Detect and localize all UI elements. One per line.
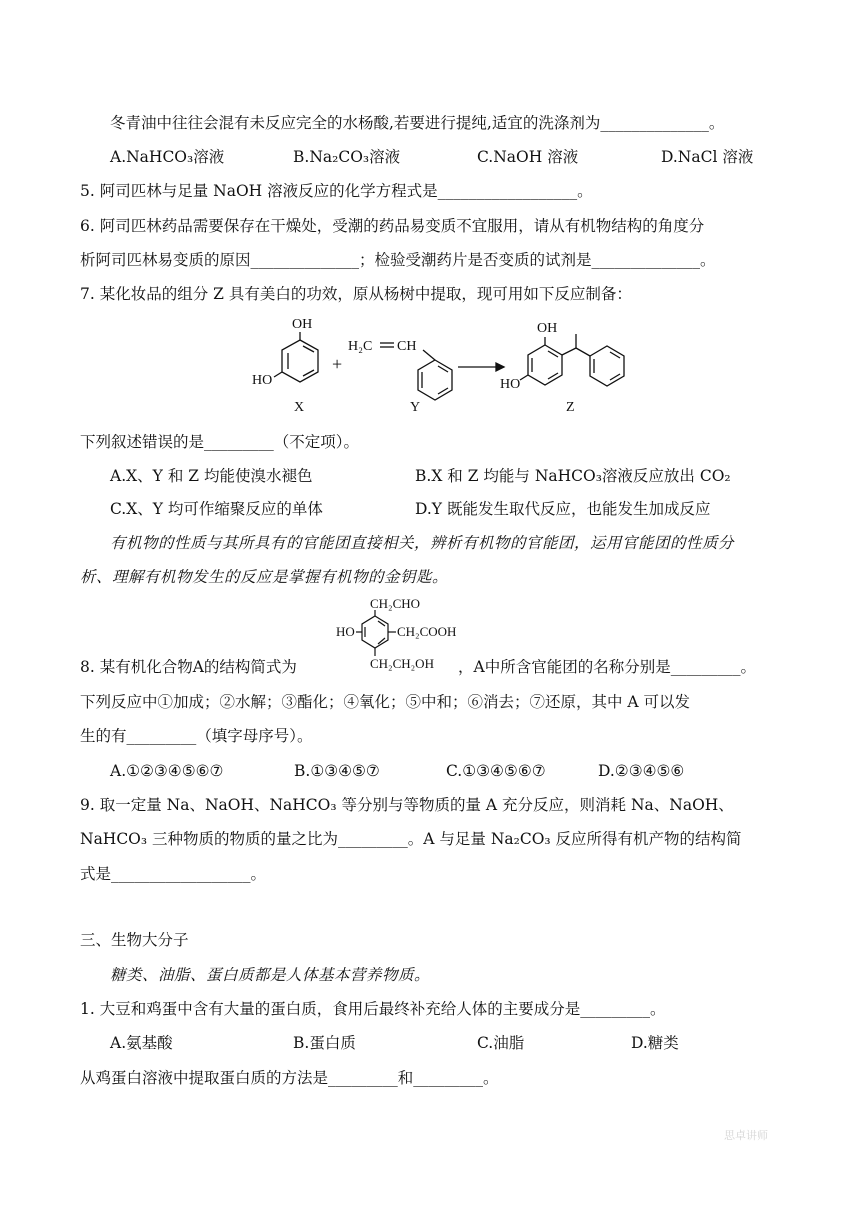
question-9-line-3: 式是__________________。 (80, 865, 267, 883)
question-5: 5. 阿司匹林与足量 NaOH 溶液反应的化学方程式是__________________。 (80, 182, 593, 200)
q4-option-a: A.NaHCO₃溶液 (110, 148, 225, 166)
compound-a-ring (362, 616, 388, 648)
q4-option-c: C.NaOH 溶液 (477, 148, 579, 166)
s1-question: 1. 大豆和鸡蛋中含有大量的蛋白质，食用后最终补充给人体的主要成分是_________。 (80, 1000, 666, 1018)
x-oh-left: HO (252, 373, 273, 388)
question-6-line-2: 析阿司匹林易变质的原因______________；检验受潮药片是否变质的试剂是______________。 (80, 251, 716, 269)
intro-line-1: 有机物的性质与其所具有的官能团直接相关，辨析有机物的官能团，运用官能团的性质分 (110, 534, 735, 552)
x-oh-top: OH (292, 317, 313, 332)
question-7: 7. 某化妆品的组分 Z 具有美白的功效，原从杨树中提取，现可用如下反应制备： (80, 285, 632, 303)
y-h2c: H₂C (348, 339, 373, 354)
question-7-stem: 下列叙述错误的是_________（不定项）。 (80, 433, 360, 451)
question-9-line-1: 9. 取一定量 Na、NaOH、NaHCO₃ 等分别与等物质的量 A 充分反应，则消耗 Na、NaOH、 (80, 796, 734, 814)
section-3-heading: 三、生物大分子 (80, 931, 189, 949)
q4-option-d: D.NaCl 溶液 (661, 148, 754, 166)
q4-option-b: B.Na₂CO₃溶液 (293, 148, 401, 166)
watermark: 思卓讲师 (724, 1129, 768, 1142)
z-label: Z (566, 400, 575, 415)
z-benzene-ring-1 (528, 345, 562, 385)
s1-followup: 从鸡蛋白溶液中提取蛋白质的方法是_________和_________。 (80, 1069, 499, 1087)
question-6-line-1: 6. 阿司匹林药品需要保存在干燥处，受潮的药品易变质不宜服用，请从有机物结构的角度分 (80, 217, 705, 235)
section-3-intro: 糖类、油脂、蛋白质都是人体基本营养物质。 (110, 966, 431, 984)
z-oh-left: HO (500, 377, 521, 392)
q7-option-b: B.X 和 Z 均能与 NaHCO₃溶液反应放出 CO₂ (415, 467, 731, 485)
compound-a-top: CH₂CHO (370, 596, 421, 611)
q8-option-c: C.①③④⑤⑥⑦ (446, 762, 546, 780)
q7-option-c: C.X、Y 均可作缩聚反应的单体 (110, 500, 323, 518)
q8-option-a: A.①②③④⑤⑥⑦ (110, 762, 224, 780)
y-ch: CH (397, 339, 417, 354)
x-label: X (294, 400, 305, 415)
question-8-line-2: 下列反应中①加成；②水解；③酯化；④氧化；⑤中和；⑥消去；⑦还原，其中 A 可以发 (80, 693, 691, 711)
y-benzene-ring (418, 360, 452, 400)
question-8-line-1a: 8. 某有机化合物A的结构简式为 (80, 658, 297, 676)
s1-option-a: A.氨基酸 (110, 1034, 173, 1052)
question-8-line-3: 生的有_________（填字母序号）。 (80, 727, 313, 745)
q7-option-d: D.Y 既能发生取代反应，也能发生加成反应 (415, 500, 711, 518)
s1-option-d: D.糖类 (631, 1034, 679, 1052)
compound-a-structure (330, 596, 465, 678)
s1-option-c: C.油脂 (477, 1034, 525, 1052)
intro-line-2: 析、理解有机物发生的反应是掌握有机物的金钥匙。 (80, 568, 449, 586)
question-9-line-2: NaHCO₃ 三种物质的物质的量之比为_________。A 与足量 Na₂CO₃ 反应所得有机产物的结构简 (80, 830, 742, 848)
reaction-scheme (240, 310, 640, 420)
compound-a-left: HO (336, 624, 355, 639)
z-benzene-ring-2 (590, 346, 624, 386)
y-label: Y (410, 400, 421, 415)
q4-stem: 冬青油中往往会混有未反应完全的水杨酸,若要进行提纯,适宜的洗涤剂为______________。 (110, 114, 725, 132)
q7-option-a: A.X、Y 和 Z 均能使溴水褪色 (110, 467, 313, 485)
compound-a-bottom: CH₂CH₂OH (370, 656, 434, 671)
z-oh-top: OH (537, 321, 558, 336)
q8-option-d: D.②③④⑤⑥ (598, 762, 685, 780)
plus-sign: + (332, 354, 343, 374)
s1-option-b: B.蛋白质 (293, 1034, 356, 1052)
q8-option-b: B.①③④⑤⑦ (294, 762, 380, 780)
question-8-line-1b: ，A中所含官能团的名称分别是_________。 (458, 658, 756, 676)
compound-a-right: CH₂COOH (397, 624, 457, 639)
